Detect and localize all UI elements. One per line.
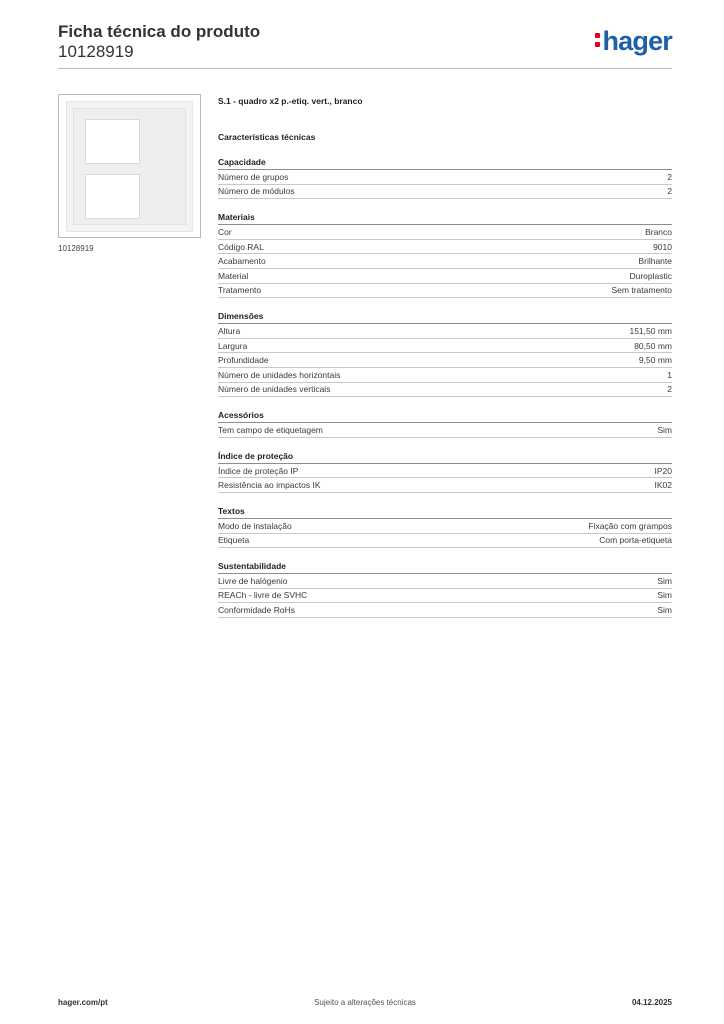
document-product-code: 10128919	[58, 42, 134, 61]
hager-logo	[595, 26, 672, 56]
spec-section	[218, 505, 672, 548]
spec-label: Número de unidades horizontais	[218, 369, 341, 380]
spec-value: Fixação com grampos	[588, 520, 672, 531]
spec-row	[218, 254, 672, 269]
spec-row	[218, 240, 672, 255]
spec-label: Índice de proteção IP	[218, 465, 299, 476]
section-title: Textos	[218, 505, 672, 519]
spec-label: Conformidade RoHs	[218, 605, 296, 616]
spec-value: 2	[667, 186, 672, 197]
spec-value: IP20	[654, 465, 672, 476]
spec-value: 1	[667, 369, 672, 380]
spec-label: Etiqueta	[218, 535, 250, 546]
spec-row	[218, 284, 672, 299]
spec-row	[218, 225, 672, 240]
spec-label: Cor	[218, 226, 232, 237]
spec-row	[218, 603, 672, 618]
spec-label: Modo de instalação	[218, 520, 292, 531]
spec-value: Branco	[645, 226, 672, 237]
spec-label: Tem campo de etiquetagem	[218, 424, 323, 435]
spec-label: Número de grupos	[218, 171, 289, 182]
spec-section	[218, 211, 672, 298]
spec-value: Sim	[657, 575, 672, 586]
spec-value: 9010	[653, 241, 672, 252]
spec-value: 151,50 mm	[629, 325, 672, 336]
specifications-column	[218, 94, 672, 618]
spec-label: Acabamento	[218, 256, 266, 267]
spec-value: Com porta-etiqueta	[599, 535, 672, 546]
spec-row	[218, 383, 672, 398]
spec-label: Profundidade	[218, 355, 269, 366]
spec-label: Resistência ao impactos IK	[218, 480, 321, 491]
spec-label: Material	[218, 270, 249, 281]
spec-row	[218, 185, 672, 200]
section-title: Acessórios	[218, 409, 672, 423]
spec-label: Número de unidades verticais	[218, 384, 331, 395]
spec-label: Tratamento	[218, 285, 262, 296]
footer-date: 04.12.2025	[631, 998, 672, 1007]
spec-section	[218, 450, 672, 493]
logo-text: hager	[602, 26, 672, 56]
spec-row	[218, 519, 672, 534]
document-title: Ficha técnica do produto	[58, 22, 261, 41]
specification-sections	[218, 156, 672, 618]
section-title: Índice de proteção	[218, 450, 672, 464]
page-footer	[58, 998, 672, 1010]
spec-section	[218, 409, 672, 438]
spec-value: IK02	[654, 480, 672, 491]
spec-value: Sim	[657, 590, 672, 601]
footer-website: hager.com/pt	[58, 998, 108, 1007]
section-title: Materiais	[218, 211, 672, 225]
header-divider	[58, 68, 672, 69]
spec-value: Duroplastic	[629, 270, 672, 281]
spec-value: Sim	[657, 424, 672, 435]
logo-dots-icon	[595, 30, 601, 50]
section-title: Capacidade	[218, 156, 672, 170]
spec-row	[218, 574, 672, 589]
plate-opening-top	[85, 119, 140, 164]
spec-row	[218, 353, 672, 368]
page-header	[58, 20, 672, 70]
spec-row	[218, 589, 672, 604]
spec-value: 80,50 mm	[634, 340, 672, 351]
plate-opening-bottom	[85, 174, 140, 219]
section-title: Dimensões	[218, 310, 672, 324]
spec-row	[218, 534, 672, 549]
spec-value: Brilhante	[638, 256, 672, 267]
spec-row	[218, 324, 672, 339]
product-name: S.1 - quadro x2 p.-etiq. vert., branco	[218, 96, 363, 106]
spec-value: 2	[667, 384, 672, 395]
technical-characteristics-heading: Características técnicas	[218, 132, 316, 142]
footer-disclaimer: Sujeito a alterações técnicas	[314, 998, 416, 1007]
spec-value: Sem tratamento	[611, 285, 672, 296]
spec-section	[218, 156, 672, 199]
section-title: Sustentabilidade	[218, 560, 672, 574]
spec-label: Altura	[218, 325, 241, 336]
spec-row	[218, 478, 672, 493]
spec-row	[218, 368, 672, 383]
spec-row	[218, 170, 672, 185]
spec-label: Número de módulos	[218, 186, 295, 197]
spec-label: REACh - livre de SVHC	[218, 590, 308, 601]
spec-value: Sim	[657, 605, 672, 616]
spec-value: 9,50 mm	[638, 355, 672, 366]
product-image-caption: 10128919	[58, 244, 94, 253]
spec-label: Largura	[218, 340, 248, 351]
spec-label: Código RAL	[218, 241, 264, 252]
spec-row	[218, 269, 672, 284]
spec-section	[218, 310, 672, 397]
spec-section	[218, 560, 672, 618]
spec-value: 2	[667, 171, 672, 182]
switch-plate-illustration	[66, 101, 193, 232]
product-image	[58, 94, 201, 238]
spec-row	[218, 464, 672, 479]
plate-inner	[73, 108, 186, 225]
spec-row	[218, 423, 672, 438]
spec-row	[218, 339, 672, 354]
spec-label: Livre de halógenio	[218, 575, 288, 586]
